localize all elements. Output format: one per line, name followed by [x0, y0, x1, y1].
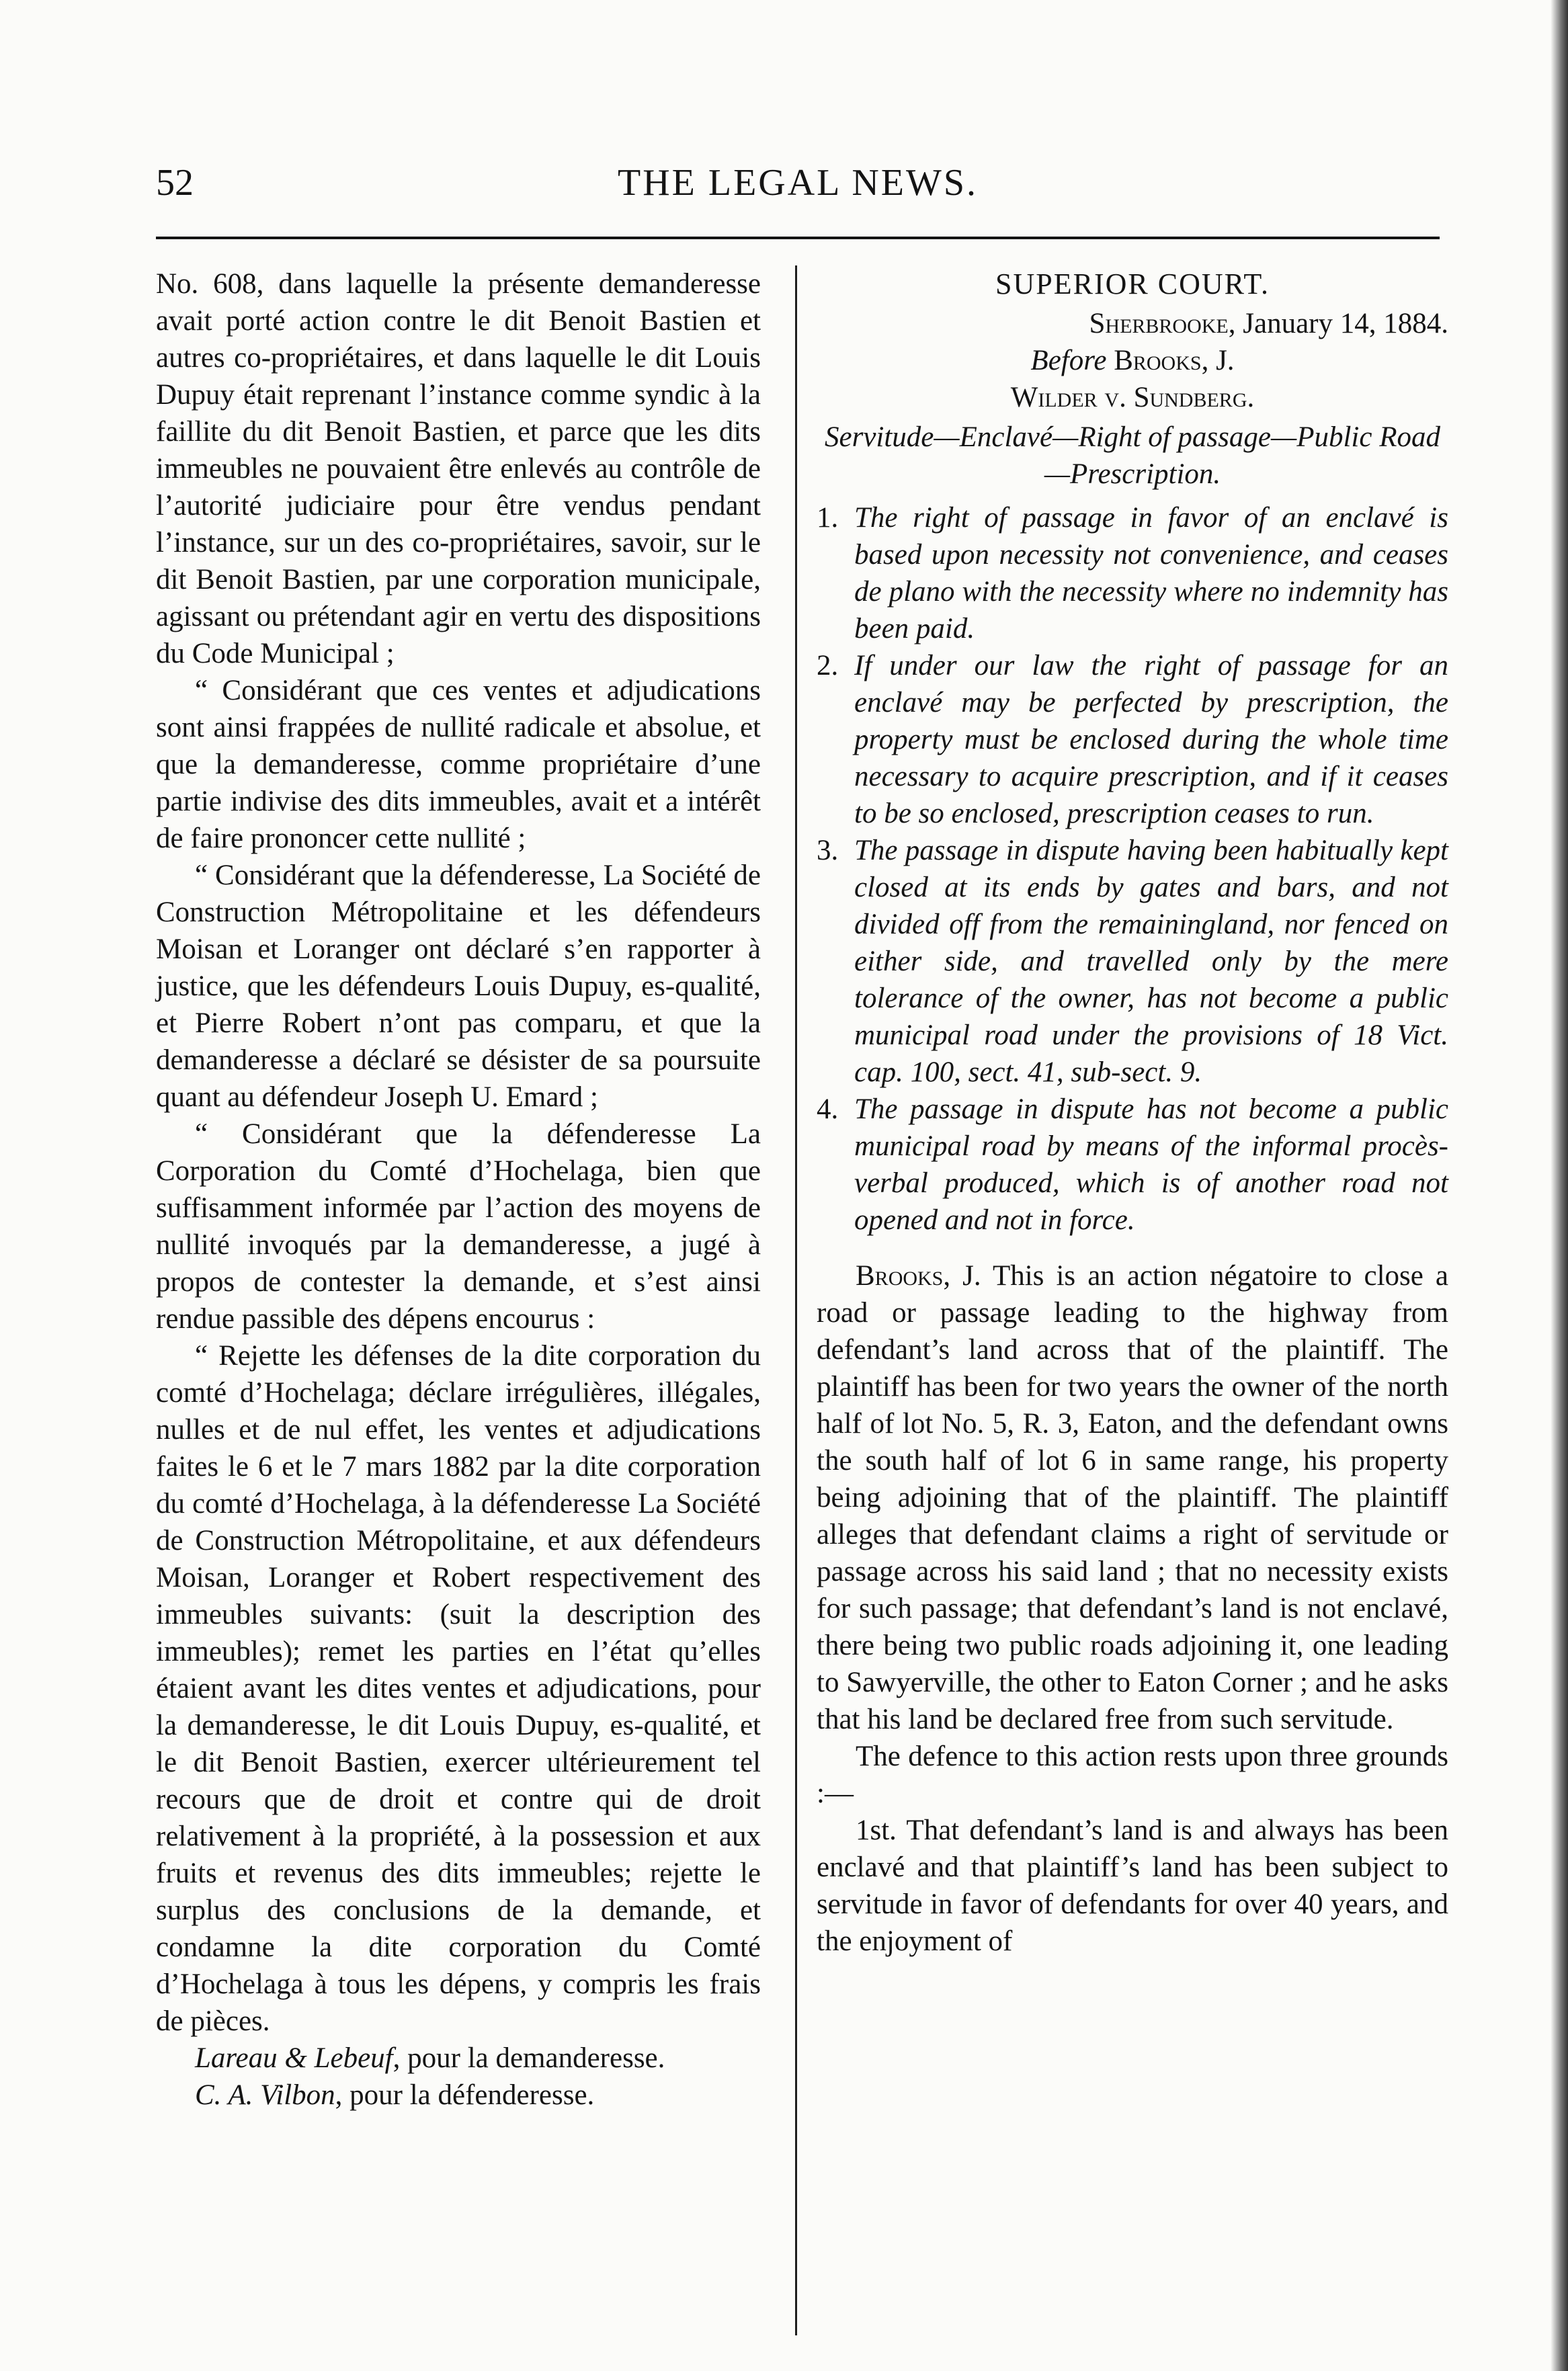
opinion-judge: Brooks, J.	[856, 1260, 981, 1292]
counsel-name: C. A. Vilbon	[195, 2079, 335, 2111]
left-paragraph: No. 608, dans laquelle la présente demanderesse avait porté action contre le dit Benoit Bastien et autres co-propriétaires, et dans laquelle le dit Louis Dupuy était reprenant l’instance comme syndic à la faillite du dit Benoit Bastien, et parce que les dits immeubles ne pouvaient être enlevés au contrôle de l’autorité judiciaire pour être vendus pendant l’instance, sur un des co-propriétaires, savoir, sur le dit Benoit Bastien, par une corporation municipale, agissant ou prétendant agir en vertu des dispositions du Code Municipal ;	[156, 268, 761, 669]
page-edge-shadow	[1551, 0, 1568, 2371]
opinion-paragraph	[817, 1257, 1448, 1738]
left-paragraph: “ Considérant que la défenderesse, La Société de Construction Métropolitaine et les défendeurs Moisan et Loranger ont déclaré s’en rapporter à justice, que les défendeurs Louis Dupuy, es-qualité, et Pierre Robert n’ont pas comparu, et que la demanderesse a déclaré se désister de sa poursuite quant au défendeur Joseph U. Emard ;	[156, 860, 761, 1113]
holding-text: The passage in dispute has not become a public municipal road by means of the informal procès-verbal produced, which is of another road not opened and not in force.	[854, 1093, 1448, 1236]
judge-name: Brooks, J.	[1114, 345, 1235, 376]
left-column	[156, 265, 761, 2114]
place: Sherbrooke	[1089, 308, 1229, 339]
case-title: Wilder v. Sundberg.	[1010, 382, 1255, 413]
counsel-signature	[156, 2040, 761, 2077]
right-column	[817, 265, 1448, 1960]
subject-headnote: Servitude—Enclavé—Right of passage—Public Road—Prescription.	[825, 421, 1440, 490]
counsel-role: , pour la demanderesse.	[393, 2042, 665, 2074]
holding-item	[817, 647, 1448, 832]
counsel-name: Lareau & Lebeuf	[195, 2042, 393, 2074]
holding-text: The passage in dispute having been habitually kept closed at its ends by gates and bars, and not divided off from the remainingland, nor fenced on either side, and travelled only by the mere tolerance of the owner, has not become a public municipal road under the provisions of 18 Vict. cap. 100, sect. 41, sub-sect. 9.	[854, 835, 1448, 1088]
counsel-role: , pour la défenderesse.	[335, 2079, 595, 2111]
opinion-paragraph: The defence to this action rests upon three grounds :—	[817, 1741, 1448, 1809]
holding-number: 3.	[817, 835, 839, 866]
page-header	[156, 161, 1440, 222]
before-label: Before	[1030, 345, 1114, 376]
opinion-paragraph: 1st. That defendant’s land is and always has been enclavé and that plaintiff’s land has been subject to servitude in favor of defendants for over 40 years, and the enjoyment of	[817, 1815, 1448, 1957]
left-paragraph: “ Rejette les défenses de la dite corporation du comté d’Hochelaga; déclare irrégulières, illégales, nulles et de nul effet, les ventes et adjudications faites le 6 et le 7 mars 1882 par la dite corporation du comté d’Hochelaga, à la défenderesse La Société de Construction Métropolitaine, et aux défendeurs Moisan, Loranger et Robert respectivement des immeubles suivants: (suit la description des immeubles); remet les parties en l’état qu’elles étaient avant les dites ventes et adjudications, pour la demanderesse, le dit Louis Dupuy, es-qualité, et le dit Benoit Bastien, exercer ultérieurement tel recours que de droit et contre qui de droit relativement à la propriété, à la possession et aux fruits et revenus des dits immeubles; rejette le surplus des conclusions de la demande, et condamne la dite corporation du Comté d’Hochelaga à tous les dépens, y compris les frais de pièces.	[156, 1340, 761, 2037]
left-paragraph: “ Considérant que ces ventes et adjudications sont ainsi frappées de nullité radicale et absolue, et que la demanderesse, comme propriétaire d’une partie indivise des dits immeubles, avait et a intérêt de faire prononcer cette nullité ;	[156, 675, 761, 854]
spacer	[817, 1239, 1448, 1257]
bench-line	[817, 342, 1448, 379]
holding-text: The right of passage in favor of an enclavé is based upon necessity not convenience, and ceases de plano with the necessity where no indemnity has been paid.	[854, 502, 1448, 644]
holding-number: 2.	[817, 650, 839, 681]
running-title: THE LEGAL NEWS.	[618, 162, 978, 204]
header-rule	[156, 237, 1440, 239]
court-heading: SUPERIOR COURT.	[995, 267, 1270, 300]
holding-item	[817, 499, 1448, 647]
holding-number: 1.	[817, 502, 839, 534]
opinion-text: This is an action négatoire to close a road or passage leading to the highway from defendant’s land across that of the plaintiff. The plaintiff has been for two years the owner of the north half of lot No. 5, R. 3, Eaton, and the defendant owns the south half of lot 6 in same range, his property being adjoining that of the plaintiff. The plaintiff alleges that defendant claims a right of servitude or passage across his said land ; that no necessity exists for such passage; that defendant’s land is not enclavé, there being two public roads adjoining it, one leading to Sawyerville, the other to Eaton Corner ; and he asks that his land be declared free from such servitude.	[817, 1260, 1448, 1735]
holding-text: If under our law the right of passage for an enclavé may be perfected by prescription, the property must be enclosed during the whole time necessary to acquire prescription, and if it ceases to be so enclosed, prescription ceases to run.	[854, 650, 1448, 829]
holding-number: 4.	[817, 1093, 839, 1125]
left-paragraph: “ Considérant que la défenderesse La Corporation du Comté d’Hochelaga, bien que suffisamment informée par l’action des moyens de nullité invoqués par la demanderesse, a jugé à propos de contester la demande, et s’est ainsi rendue passible des dépens encourus :	[156, 1118, 761, 1335]
holding-item	[817, 832, 1448, 1091]
date: , January 14, 1884.	[1228, 308, 1448, 339]
holding-item	[817, 1091, 1448, 1239]
counsel-signature	[156, 2077, 761, 2114]
column-divider	[795, 265, 797, 2335]
place-date	[817, 305, 1448, 342]
page-number: 52	[156, 162, 194, 204]
